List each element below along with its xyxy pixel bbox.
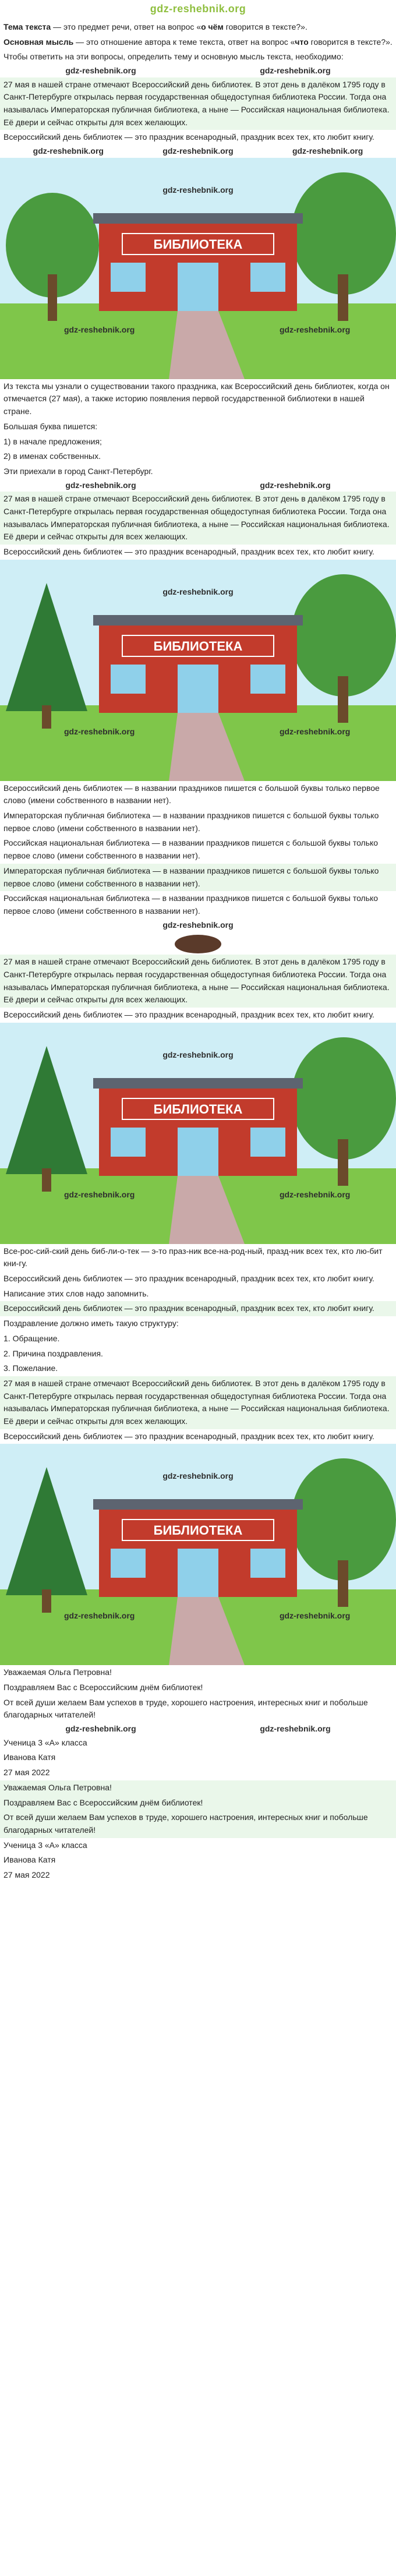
svg-text:gdz-reshebnik.org: gdz-reshebnik.org [280,324,351,334]
text-paragraph: Всероссийский день библиотек — это праздник всенародный, праздник всех тех, кто любит книгу. [3,1431,374,1441]
rule-item: 2) в именах собственных. [3,451,101,461]
letter-from: Ученица 3 «А» класса [3,1840,87,1850]
text-paragraph: 27 мая в нашей стране отмечают Всероссийский день библиотек. В этот день в далёком 1795 году в Санкт-Петербурге открылась первая государственная общедоступная библиотека России. Тогда она называлась Императорская публичная библиотека, а ныне — Российская национальная библиотека. Её двери и сейчас открыты для всех желающих. [0,77,396,130]
svg-text:gdz-reshebnik.org: gdz-reshebnik.org [64,1611,135,1621]
letter-date: 27 мая 2022 [3,1870,50,1879]
rule-paragraph: Императорская публичная библиотека — в названии праздников пишется с большой буквы только первое слово (имени собственного в названии нет). [3,811,379,833]
highlight-line: Всероссийский день библиотек — это праздник всенародный, праздник всех тех, кто любит книгу. [0,1301,396,1316]
watermark-row: gdz-reshebnik.org gdz-reshebnik.org [65,1724,331,1734]
rule-paragraph: Российская национальная библиотека — в названии праздников пишется с большой буквы только первое слово (имени собственного в названии нет). [3,893,379,916]
svg-text:gdz-reshebnik.org: gdz-reshebnik.org [64,726,135,736]
watermark-row: gdz-reshebnik.org gdz-reshebnik.org gdz-reshebnik.org [33,146,363,156]
text-paragraph: 27 мая в нашей стране отмечают Всероссийский день библиотек. В этот день в далёком 1795 году в Санкт-Петербурге открылась первая государственная общедоступная библиотека России. Тогда она называлась Императорская публичная библиотека, а ныне — Российская национальная библиотека. Её двери и сейчас открыты для всех желающих. [0,955,396,1008]
library-illustration-svg [0,1444,396,1665]
structure-intro: Поздравление должно иметь такую структуру: [3,1319,179,1328]
letter-line: От всей души желаем Вам успехов в труде, хорошего настроения, интересных книг и побольше благодарных читателей! [3,1697,368,1720]
letter-name: Иванова Катя [3,1855,56,1865]
syllables-line: Все-рос-сий-ский день биб-ли-о-тек — э-то праз-ник все-на-род-ный, празд-ник всех тех, кто лю-бит кни-гу. [3,1246,383,1268]
svg-text:gdz-reshebnik.org: gdz-reshebnik.org [280,1189,351,1199]
svg-text:gdz-reshebnik.org: gdz-reshebnik.org [280,1611,351,1621]
site-logo[interactable]: gdz-reshebnik.org [150,3,246,15]
library-sign: БИБЛИОТЕКА [153,236,243,252]
rule-paragraph: Российская национальная библиотека — в названии праздников пишется с большой буквы только первое слово (имени собственного в названии нет). [3,838,379,861]
theme-definition: Тема текста — это предмет речи, ответ на вопрос «о чём говорится в тексте?». [3,22,307,31]
library-illustration-svg [0,1023,396,1244]
big-letter-rule: Большая буква пишется: [3,421,98,431]
remember-note: Написание этих слов надо запомнить. [3,1288,149,1298]
hand-illustration [0,931,396,955]
text-paragraph: Всероссийский день библиотек — это праздник всенародный, праздник всех тех, кто любит книгу. [3,547,374,557]
svg-text:gdz-reshebnik.org: gdz-reshebnik.org [280,726,351,736]
rule-paragraph: Всероссийский день библиотек — в названии праздников пишется с большой буквы только первое слово (имени собственного в названии нет). [3,783,380,805]
library-illustration [0,158,396,379]
watermark-row: gdz-reshebnik.org gdz-reshebnik.org [65,65,331,75]
letter-greeting: Уважаемая Ольга Петровна! [3,1782,112,1792]
watermark-row: gdz-reshebnik.org gdz-reshebnik.org [65,480,331,490]
library-illustration [0,1444,396,1665]
text-paragraph: Всероссийский день библиотек — это праздник всенародный, праздник всех тех, кто любит книгу. [3,1010,374,1020]
library-illustration [0,560,396,781]
text-paragraph: 27 мая в нашей стране отмечают Всероссийский день библиотек. В этот день в далёком 1795 году в Санкт-Петербурге открылась первая государственная общедоступная библиотека России. Тогда она называлась Императорская публичная библиотека, а ныне — Российская национальная библиотека. Её двери и сейчас открыты для всех желающих. [0,1376,396,1429]
library-illustration-svg [0,560,396,781]
idea-definition: Основная мысль — это отношение автора к теме текста, ответ на вопрос «что говорится в тексте?». [3,37,393,47]
svg-text:gdz-reshebnik.org: gdz-reshebnik.org [64,1189,135,1199]
letter-from: Ученица 3 «А» класса [3,1737,87,1747]
svg-text:gdz-reshebnik.org: gdz-reshebnik.org [162,185,234,195]
instruction: Чтобы ответить на эти вопросы, определить тему и основную мысль текста, необходимо: [3,52,344,62]
library-sign: БИБЛИОТЕКА [153,638,243,653]
svg-text:gdz-reshebnik.org: gdz-reshebnik.org [162,1471,234,1481]
structure-item: 2. Причина поздравления. [3,1348,103,1358]
accent-line: Всероссийский день библиотек — это праздник всенародный, праздник всех тех, кто любит книгу. [3,1274,374,1284]
svg-text:gdz-reshebnik.org: gdz-reshebnik.org [64,324,135,334]
letter-line: Поздравляем Вас с Всероссийским днём библиотек! [3,1683,203,1692]
letter-greeting: Уважаемая Ольга Петровна! [3,1667,112,1677]
library-illustration [0,1023,396,1244]
library-sign: БИБЛИОТЕКА [153,1101,243,1116]
kids-sentence: Эти приехали в город Санкт-Петербург. [3,466,153,476]
letter-date: 27 мая 2022 [3,1768,50,1778]
answer-paragraph: Из текста мы узнали о существовании такого праздника, как Всероссийский день библиотек, когда он отмечается (27 мая), а также историю появления первой государственной библиотеки в нашей стране. [3,381,390,416]
structure-item: 3. Пожелание. [3,1363,58,1373]
library-sign: БИБЛИОТЕКА [153,1523,243,1538]
letter-line: Поздравляем Вас с Всероссийским днём библиотек! [3,1797,203,1807]
rule-item: 1) в начале предложения; [3,436,102,446]
watermark-row: gdz-reshebnik.org [162,920,234,930]
structure-item: 1. Обращение. [3,1333,60,1343]
hand-drawing [0,931,396,955]
text-paragraph: 27 мая в нашей стране отмечают Всероссийский день библиотек. В этот день в далёком 1795 году в Санкт-Петербурге открылась первая государственная общедоступная библиотека России. Тогда она называлась Императорская публичная библиотека, а ныне — Российская национальная библиотека. Её двери и сейчас открыты для всех желающих. [0,492,396,545]
library-illustration-svg [0,158,396,379]
letter-name: Иванова Катя [3,1752,56,1762]
rule-paragraph: Императорская публичная библиотека — в названии праздников пишется с большой буквы только первое слово (имени собственного в названии нет). [0,864,396,891]
text-paragraph: Всероссийский день библиотек — это праздник всенародный, праздник всех тех, кто любит книгу. [3,132,374,142]
svg-text:gdz-reshebnik.org: gdz-reshebnik.org [162,586,234,596]
letter-line: От всей души желаем Вам успехов в труде, хорошего настроения, интересных книг и побольше благодарных читателей! [3,1812,368,1835]
svg-text:gdz-reshebnik.org: gdz-reshebnik.org [162,1050,234,1059]
